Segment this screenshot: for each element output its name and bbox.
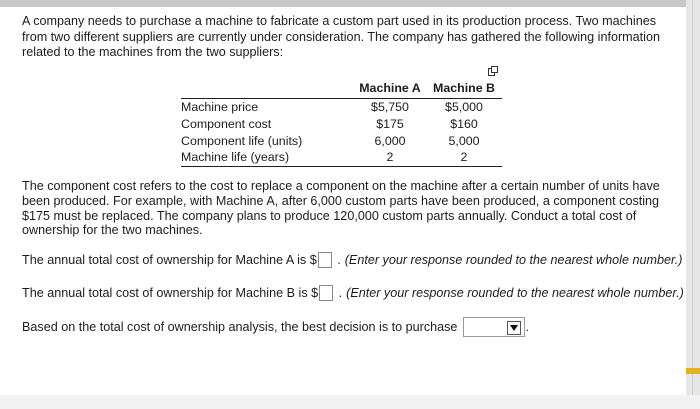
answer-b-input[interactable]: [319, 285, 333, 301]
question-machine-a: [22, 252, 682, 268]
machine-a-value: 6,000: [374, 133, 406, 148]
table-header-blank: [181, 80, 354, 99]
row-label: Component life (units): [181, 133, 303, 148]
table-row: [181, 99, 502, 116]
machine-a-value: $175: [376, 117, 404, 132]
intro-text: A company needs to purchase a machine to fabricate a custom part used in its production process. Two machines from two different suppliers are currently under consideration. The company has gathered the following information related to the machines from the two suppliers:: [22, 14, 660, 60]
row-label: Machine life (years): [181, 149, 354, 166]
highlight-mark: [686, 368, 700, 374]
explanation-text: The component cost refers to the cost to replace a component on the machine after a certain number of units have been produced. For example, with Machine A, after 6,000 custom parts have been produced, a component costing $175 must be replaced. The company plans to produce 120,000 custom parts annually. Conduct a total cost of ownership for the two machines.: [22, 179, 660, 238]
question-decision-prefix: Based on the total cost of ownership analysis, the best decision is to purchase: [22, 320, 458, 334]
question-b-hint: . (Enter your response rounded to the nearest whole number.): [339, 286, 684, 300]
table-row: [181, 116, 502, 133]
question-b-prefix: The annual total cost of ownership for Machine B is $: [22, 286, 319, 300]
right-edge-strip: [686, 0, 700, 409]
table-row: [181, 149, 502, 166]
answer-a-input[interactable]: [318, 252, 332, 268]
machine-b-value: $5,000: [445, 100, 483, 115]
header-machine-a: Machine A: [354, 80, 426, 99]
row-label: Machine price: [181, 100, 259, 115]
table-row: [181, 132, 502, 149]
question-a-hint: . (Enter your response rounded to the nearest whole number.): [337, 253, 683, 267]
copy-icon[interactable]: [488, 66, 498, 76]
machine-b-value: $160: [450, 117, 478, 132]
machine-a-value: 2: [354, 149, 426, 166]
machine-b-value: 5,000: [448, 133, 480, 148]
divider: [692, 0, 693, 409]
machine-a-value: $5,750: [371, 100, 409, 115]
bottom-strip: [0, 395, 700, 409]
question-machine-b: [22, 285, 684, 301]
machine-data-table: [181, 80, 502, 167]
table-header-row: [181, 80, 502, 99]
chevron-down-icon[interactable]: [507, 321, 521, 335]
decision-select[interactable]: [463, 317, 525, 337]
header-machine-b: Machine B: [426, 80, 502, 99]
machine-b-value: 2: [426, 149, 502, 166]
question-a-prefix: The annual total cost of ownership for Machine A is $: [22, 253, 317, 267]
question-decision: [22, 317, 529, 337]
top-bar: [0, 0, 700, 7]
question-decision-end: .: [525, 320, 529, 334]
row-label: Component cost: [181, 117, 272, 132]
